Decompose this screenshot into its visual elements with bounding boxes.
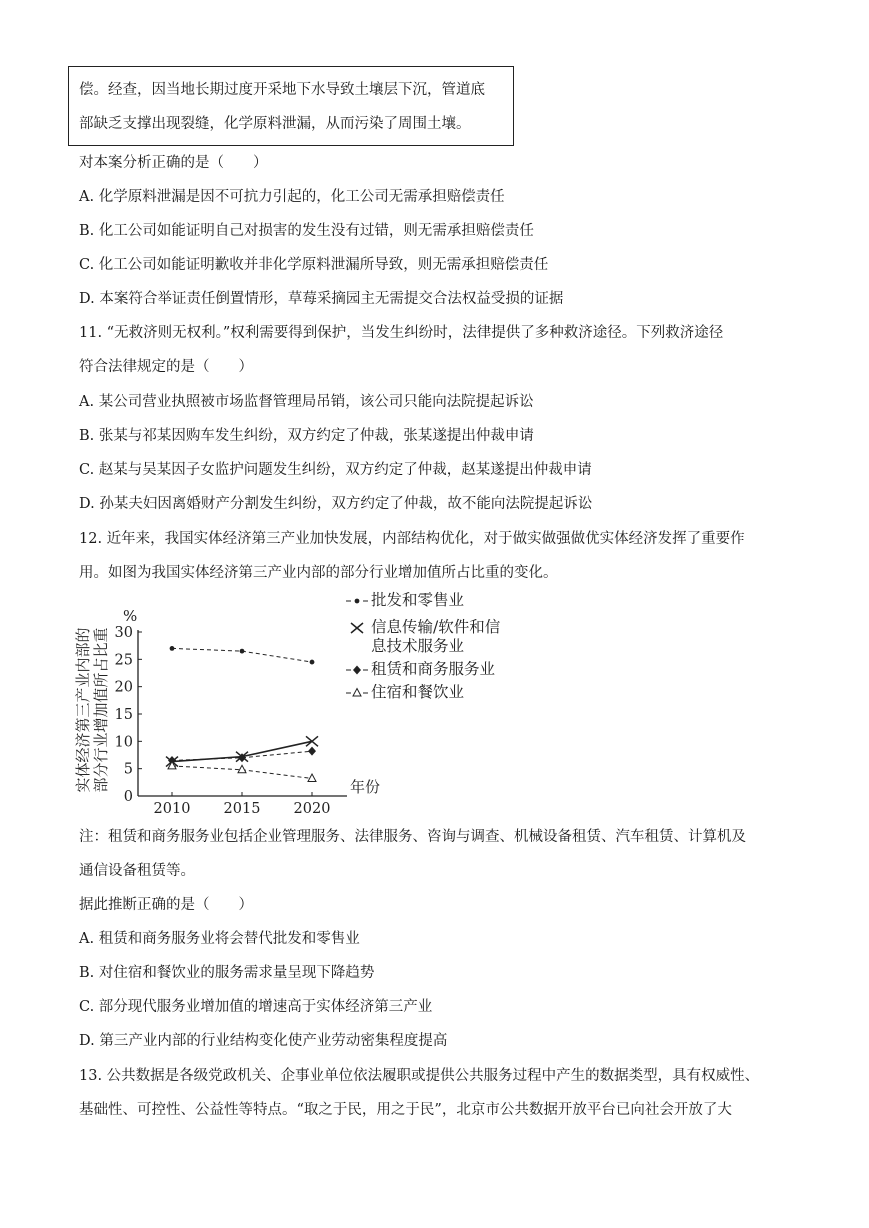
- q12-ask: 据此推断正确的是（ ）: [79, 897, 253, 913]
- q12-note: 注：租赁和商务服务业包括企业管理服务、法律服务、咨询与调查、机械设备租赁、汽车租赁、计算机及: [79, 829, 746, 845]
- q11-stem: 11. “无救济则无权利。”权利需要得到保护，当发生纠纷时，法律提供了多种救济途径。下列救济途径: [79, 325, 724, 341]
- case-box: [68, 66, 514, 146]
- data-point-triangle: [308, 774, 316, 782]
- series-layer: [166, 646, 318, 782]
- y-tick-label: 10: [114, 734, 133, 751]
- data-point-triangle: [238, 765, 246, 773]
- data-point-triangle: [168, 761, 176, 769]
- q10-option-b: B. 化工公司如能证明自己对损害的发生没有过错，则无需承担赔偿责任: [79, 223, 534, 239]
- series-3: [168, 747, 316, 765]
- y-axis-title-line2: 部分行业增加值所占比重: [92, 627, 110, 793]
- series-4: [168, 761, 316, 781]
- legend-label: 信息传输/软件和信: [371, 618, 501, 636]
- q10-option-c: C. 化工公司如能证明歉收并非化学原料泄漏所导致，则无需承担赔偿责任: [79, 257, 549, 273]
- y-tick-label: 5: [123, 761, 133, 778]
- x-tick-label: 2010: [153, 801, 191, 817]
- case-text-line: 部缺乏支撑出现裂缝，化学原料泄漏，从而污染了周围土壤。: [79, 116, 471, 132]
- q10-stem: 对本案分析正确的是（ ）: [79, 155, 268, 171]
- q12-option-d: D. 第三产业内部的行业结构变化使产业劳动密集程度提高: [79, 1033, 448, 1049]
- y-unit-label: %: [123, 607, 138, 625]
- x-tick-label: 2020: [293, 801, 331, 817]
- legend-label: 住宿和餐饮业: [371, 683, 465, 701]
- q11-option-a: A. 某公司营业执照被市场监督管理局吊销，该公司只能向法院提起诉讼: [79, 394, 534, 410]
- y-tick-label: 30: [114, 625, 133, 641]
- q11-stem-cont: 符合法律规定的是（ ）: [79, 359, 253, 375]
- q12-stem: 12. 近年来，我国实体经济第三产业加快发展，内部结构优化，对于做实做强做优实体经济发挥了重要作: [79, 531, 745, 547]
- legend-item: [351, 618, 501, 655]
- legend-item: [346, 683, 465, 701]
- y-tick-label: 20: [114, 679, 133, 696]
- y-axis-title-line1: 实体经济第三产业内部的: [74, 627, 92, 793]
- q12-stem-cont: 用。如图为我国实体经济第三产业内部的部分行业增加值所占比重的变化。: [79, 565, 558, 581]
- y-tick-label: 0: [123, 789, 133, 805]
- q12-option-b: B. 对住宿和餐饮业的服务需求量呈现下降趋势: [79, 965, 375, 981]
- q12-note-cont: 通信设备租赁等。: [79, 863, 195, 879]
- q13-stem-cont: 基础性、可控性、公益性等特点。“取之于民，用之于民”，北京市公共数据开放平台已向社会开放了大: [79, 1102, 732, 1118]
- x-tick-label: 2015: [223, 801, 261, 817]
- data-point-dot: [170, 646, 175, 651]
- q11-option-b: B. 张某与祁某因购车发生纠纷，双方约定了仲裁，张某遂提出仲裁申请: [79, 428, 534, 444]
- q12-option-a: A. 租赁和商务服务业将会替代批发和零售业: [79, 931, 360, 947]
- legend: [346, 591, 501, 701]
- legend-label: 租赁和商务服务业: [371, 660, 496, 678]
- q13-stem: 13. 公共数据是各级党政机关、企事业单位依法履职或提供公共服务过程中产生的数据类型，具有权威性、: [79, 1068, 760, 1084]
- data-point-triangle: [353, 689, 361, 697]
- series-1: [170, 646, 315, 664]
- legend-label: 息技术服务业: [371, 637, 465, 655]
- legend-item: [346, 591, 465, 609]
- q12-option-c: C. 部分现代服务业增加值的增速高于实体经济第三产业: [79, 999, 433, 1015]
- industry-share-chart: [70, 590, 520, 820]
- data-point-diamond: [353, 666, 361, 675]
- q11-option-c: C. 赵某与吴某因子女监护问题发生纠纷，双方约定了仲裁，赵某遂提出仲裁申请: [79, 462, 592, 478]
- data-point-dot: [240, 649, 245, 654]
- case-text-line: 偿。经查，因当地长期过度开采地下水导致土壤层下沉，管道底: [79, 82, 485, 98]
- data-point-cross: [351, 623, 363, 633]
- q11-option-d: D. 孙某夫妇因离婚财产分割发生纠纷，双方约定了仲裁，故不能向法院提起诉讼: [79, 496, 593, 512]
- q10-option-a: A. 化学原料泄漏是因不可抗力引起的，化工公司无需承担赔偿责任: [79, 189, 505, 205]
- data-point-cross: [306, 736, 318, 746]
- y-tick-label: 25: [114, 652, 133, 669]
- data-point-dot: [355, 599, 360, 604]
- y-tick-label: 15: [114, 707, 133, 723]
- data-point-diamond: [308, 747, 316, 756]
- legend-item: [346, 660, 496, 678]
- q10-option-d: D. 本案符合举证责任倒置情形，草莓采摘园主无需提交合法权益受损的证据: [79, 291, 564, 307]
- x-axis-title: 年份: [350, 778, 381, 796]
- y-axis-title: [74, 627, 110, 792]
- legend-label: 批发和零售业: [371, 591, 465, 609]
- data-point-dot: [310, 660, 315, 665]
